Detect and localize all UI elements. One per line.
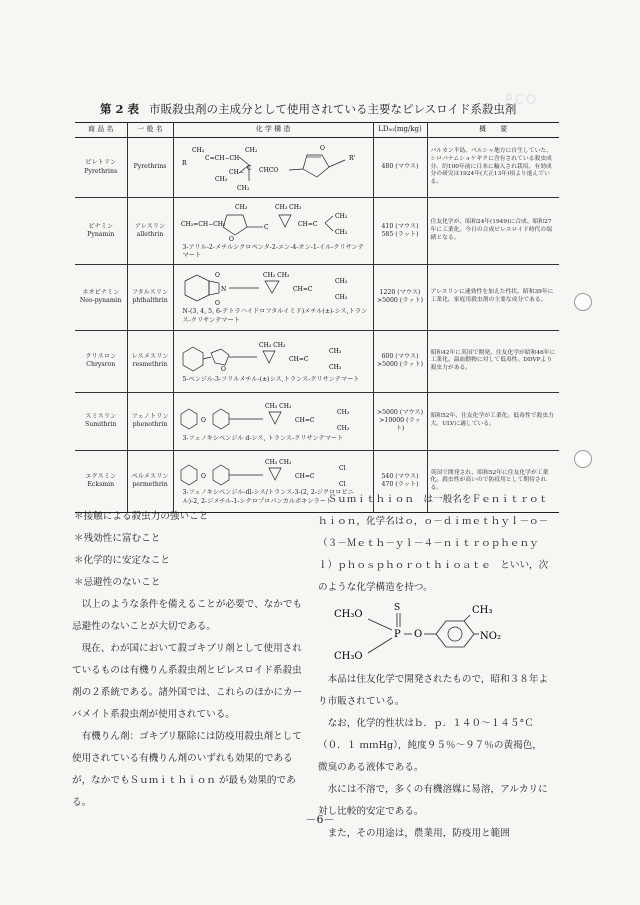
requirement-bullet: ＊残効性に富むこと	[74, 533, 161, 544]
formula-label: S	[394, 603, 401, 613]
product-name-en: Chrysron	[86, 361, 116, 369]
struct-label: C	[246, 164, 252, 172]
structure-caption: 3-フェノキシベンジル d-シス, トランス-クリサンテマート	[182, 434, 344, 442]
formula-label: CH₃	[472, 605, 493, 616]
ld50-value: 540 (マウス)	[381, 472, 419, 480]
product-name-en: Pyrethrins	[84, 167, 118, 175]
struct-label: CH₃	[236, 184, 249, 192]
ld50-value: >5000 (ラット)	[376, 297, 424, 305]
struct-label: C=CH−CH	[204, 154, 239, 162]
struct-label: CH₃	[334, 294, 347, 302]
struct-label: CH=C	[294, 416, 314, 424]
body-paragraph: なお，化学的性状はｂ．ｐ．１４０～１４５°Ｃ（０．１ ｍｍHg），純度９５％～９７％の黄褐色，微臭のある液体である。	[318, 718, 542, 773]
body-paragraph: 本品は住友化学で開発されたもので，昭和３８年より市販されている。	[318, 674, 549, 707]
struct-label: CH₃	[244, 146, 257, 154]
ld50-value: 480 (マウス)	[381, 163, 419, 171]
pyrethroid-table	[75, 122, 559, 513]
struct-label: CH₃	[334, 278, 347, 286]
struct-label: O	[200, 416, 206, 424]
left-text-column	[72, 506, 308, 814]
phenothrin-structure	[177, 400, 367, 434]
product-name-en: Neo-pynamin	[79, 297, 122, 305]
structure-caption: 3-フェノキシベンジル-dl-シス/トランス-3-(2, 2-ジクロロビニル)-2, 2-ジメチル-1-シクロプロパンカルボキシラート	[182, 489, 354, 505]
table-row	[75, 392, 559, 450]
requirement-bullet: ＊化学的に安定なこと	[74, 555, 170, 566]
struct-label: CH₃	[214, 175, 227, 183]
struct-label: CH₃ CH₃	[274, 204, 301, 211]
ld50-value: >10000 (ラット)	[379, 417, 421, 433]
struct-label: N	[220, 286, 226, 294]
allethrin-structure	[177, 201, 367, 243]
struct-label: CH₃	[328, 363, 341, 371]
generic-name: Pyrethrins	[133, 163, 167, 171]
generic-name-ja: フタルスリン	[131, 288, 169, 296]
table-row	[75, 264, 559, 330]
product-name-en: Sumithrin	[85, 421, 117, 429]
struct-label: CH−	[228, 168, 244, 176]
body-paragraph: 水には不溶で，多くの有機溶媒に易溶，アルカリに対し比較的安定である。	[318, 784, 548, 817]
punch-hole-top	[574, 293, 592, 311]
struct-label: CH₃	[336, 408, 349, 416]
formula-label: P	[394, 629, 401, 640]
structure-caption: 3-アリル-2-メチルシクロペンタ-2-エン-4-オン-1-イル-クリサンテマート	[182, 244, 364, 260]
right-text-column	[318, 489, 550, 845]
row-summary: 昭和52年、住友化学が工業化。低毒性で殺虫力大。ULVに適している。	[427, 392, 559, 450]
requirement-bullet: ＊忌避性のないこと	[74, 577, 161, 588]
table-row	[75, 198, 559, 265]
fenitrothion-structure	[332, 603, 532, 663]
ghost-bleedthrough-text: PCO	[505, 93, 539, 108]
table-header-row	[75, 123, 559, 138]
body-paragraph: Ｓｕｍｉｔｈｉｏｎ は一般名をＦｅｎｉｔｒｏｔｈｉｏｎ，化学名はｏ，ｏ－ｄｉｍｅｔｈｙｌ－ｏ－（３－Ｍｅｔｈ－ｙｌ－４－ｎｉｔｒｏｐｈｅｎｙｌ）ｐｈｏｓｐｈｏｒｏｔｈｉｏａｔｅ といい，次のような化学構造を持つ。	[318, 494, 549, 593]
struct-label: O	[228, 236, 234, 243]
table-title	[100, 101, 520, 117]
ld50-value: >5000 (マウス)	[376, 408, 424, 416]
struct-label: CH=C	[292, 286, 312, 294]
table-row	[75, 138, 559, 198]
struct-label: CH=C	[288, 355, 308, 363]
product-name-ja: エクスミン	[85, 472, 117, 480]
row-summary: アレスリンに速効性を加えた性状。昭和39年に工業化。家庭用殺虫剤の主要な成分である。	[427, 264, 559, 330]
struct-label: O	[214, 272, 220, 280]
struct-label: CH=C	[294, 473, 314, 481]
struct-label: CH₃	[334, 213, 347, 220]
header-ld50: LD₅₀(mg/kg)	[373, 123, 427, 138]
structure-caption: 5-ベンジル-3-フリルメチル-(±)シス,トランス-クリサンテマート	[182, 375, 360, 383]
product-name-en: Pynamin	[87, 230, 115, 238]
generic-name-en: phthalthrin	[132, 297, 168, 305]
pyrethrin-structure	[177, 143, 367, 193]
struct-label: CH₃ CH₃	[258, 341, 285, 349]
generic-name-ja: ペルメスリン	[131, 472, 169, 480]
table-row	[75, 330, 559, 392]
body-paragraph: 以上のような条件を備えることが必要で、なかでも忌避性のないことが大切である。	[72, 599, 303, 632]
struct-label: CH₃ CH₃	[264, 459, 291, 467]
body-paragraph: 現在、わが国において殺ゴキブリ剤として使用されているものは有機りん系殺虫剤とピレスロイド系殺虫剤の２系統である。諸外国では、これらのほかにカーバメイト系殺虫剤が使用されている。	[72, 643, 303, 720]
generic-name-en: resmethrin	[132, 361, 168, 369]
generic-name-ja: アレスリン	[134, 222, 166, 230]
body-paragraph: また，その用途は，農業用，防疫用と範囲	[327, 828, 510, 839]
header-generic: 一 般 名	[127, 123, 173, 138]
header-product: 商 品 名	[75, 123, 127, 138]
struct-label: CH₃	[334, 229, 347, 236]
table-number: 第 2 表	[100, 102, 140, 116]
structure-caption: N-(3, 4, 5, 6-テトラハイドロフタルイミド)メチル(±)-シス,トランス-クリサンテマート	[182, 308, 368, 324]
row-summary: 住友化学が、昭和24年(1949)に合成、昭和27年に工業化。今日の合成ピレスロイド時代の端緒となる。	[427, 198, 559, 265]
struct-label: CH₃	[336, 424, 349, 432]
formula-label: O	[414, 629, 423, 640]
row-summary: バルカン半島、ペルシャ地方に自生していた、シロバナムショケギクに含有されている殺虫成分。約100年前に日本に輸入され栽培。有効成分の研究は1924年(大正13年)頃より進んでいる。	[427, 138, 559, 198]
ld50-value: 470 (ラット)	[381, 481, 419, 489]
row-summary: 英国で開発され、昭和52年に住友化学が工業化。殺虫性が高いので防疫用として期待される。	[427, 450, 559, 512]
product-name-ja: ピナミン	[88, 222, 114, 230]
product-name-ja: ピレトリン	[85, 159, 117, 167]
ld50-value: >5000 (ラット)	[376, 361, 424, 369]
struct-label: O	[214, 300, 220, 308]
struct-label: CH₃ CH₃	[264, 402, 291, 410]
ld50-value: 410 (マウス)	[381, 222, 419, 230]
row-summary: 昭和42年に英国で開発。住友化学が昭和46年に工業化。温血動物に対して低毒性。DDVPより殺虫力がある。	[427, 330, 559, 392]
generic-name-ja: フェノトリン	[131, 412, 169, 420]
formula-label: NO₂	[480, 631, 501, 642]
formula-label: CH₃O	[334, 651, 363, 662]
struct-label: Cl	[338, 481, 346, 489]
ld50-value: 1220 (マウス)	[379, 288, 421, 296]
product-name-ja: スミスリン	[85, 412, 117, 420]
phthalthrin-structure	[177, 269, 367, 307]
resmethrin-structure	[177, 339, 367, 375]
table-caption: 市販殺虫剤の主成分として使用されている主要なピレスロイド系殺虫剤	[149, 102, 517, 116]
generic-name-en: permethrin	[132, 481, 168, 489]
struct-label: R'	[348, 154, 355, 162]
struct-label: CH₃	[191, 146, 204, 154]
struct-label: CH₃ CH₃	[262, 272, 289, 280]
struct-label: O	[220, 365, 226, 373]
struct-label: CH₃	[328, 347, 341, 355]
ld50-value: 585 (ラット)	[381, 230, 419, 238]
generic-name-ja: レスメスリン	[131, 352, 169, 360]
header-structure: 化 学 構 造	[173, 123, 373, 138]
generic-name-en: phenothrin	[132, 421, 168, 429]
product-name-en: Ecksmin	[87, 481, 115, 489]
struct-label: C	[263, 224, 269, 231]
product-name-ja: ネオピナミン	[82, 288, 120, 296]
product-name-ja: クリスロン	[85, 352, 117, 360]
struct-label: O	[200, 473, 206, 481]
permethrin-structure	[177, 456, 367, 488]
struct-label: CH₃	[234, 204, 247, 211]
struct-label: O	[319, 144, 325, 152]
body-paragraph: 有機りん剤：ゴキブリ駆除には防疫用殺虫剤として使用されている有機りん剤のいずれも効果的であるが，なかでもＳｕｍｉｔｈｉｏｎ が最も効果的である。	[72, 731, 302, 808]
header-summary: 概 要	[427, 123, 559, 138]
struct-label: CH=C	[297, 221, 317, 228]
struct-label: CH₂=CH−CH₂	[180, 221, 225, 228]
punch-hole-bottom	[574, 450, 592, 468]
page-number: －6－	[305, 813, 335, 826]
generic-name-en: allethrin	[136, 230, 164, 238]
formula-label: CH₃O	[334, 609, 363, 620]
struct-label: R	[181, 159, 187, 167]
ld50-value: 600 (マウス)	[381, 352, 419, 360]
struct-label: CHCO	[258, 166, 278, 174]
requirement-bullet: ＊接触による殺虫力の強いこと	[74, 511, 209, 522]
struct-label: Cl	[338, 465, 346, 473]
